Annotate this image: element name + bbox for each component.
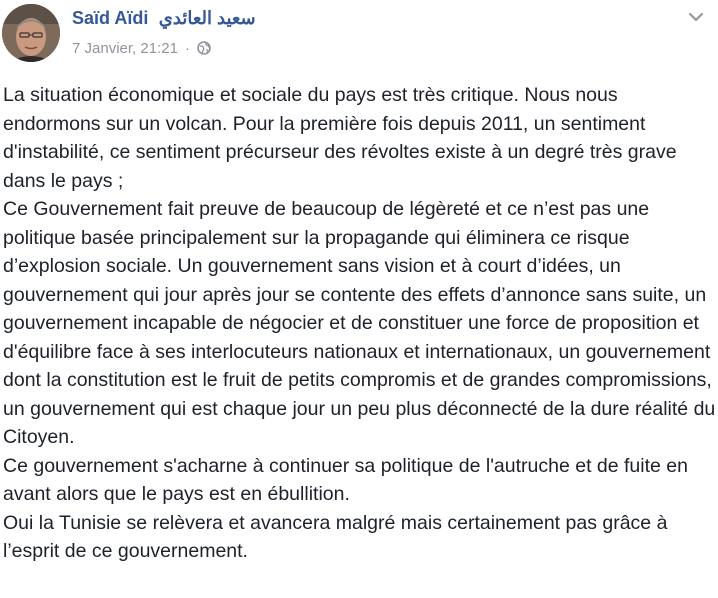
- post-body: [3, 81, 717, 566]
- avatar[interactable]: [2, 4, 60, 62]
- meta-separator: ·: [184, 39, 190, 57]
- post-timestamp-link[interactable]: 7 Janvier, 21:21: [72, 39, 178, 57]
- post-header: [0, 0, 718, 70]
- author-line: [72, 8, 256, 32]
- author-name-link[interactable]: Saïd Aïdi: [72, 8, 149, 28]
- post-options-button[interactable]: [682, 8, 710, 28]
- chevron-down-icon: [689, 9, 703, 27]
- post-paragraph: Oui la Tunisie se relèvera et avancera malgré mais certainement pas grâce à l’esprit de ce gouvernement.: [3, 511, 668, 562]
- post-meta: [72, 38, 211, 58]
- post-paragraph: Ce gouvernement s'acharne à continuer sa politique de l'autruche et de fuite en avant alors que le pays est en ébullition.: [3, 454, 688, 505]
- post-paragraph: La situation économique et sociale du pays est très critique. Nous nous endormons sur un volcan. Pour la première fois depuis 2011, un sentiment d'instabilité, ce sentiment précurseur des révoltes existe à un degré très grave dans le pays ;: [3, 84, 677, 192]
- globe-icon[interactable]: [197, 41, 211, 55]
- post-paragraph: Ce Gouvernement fait preuve de beaucoup de légèreté et ce n’est pas une politique basée principalement sur la propagande qui éliminera ce risque d’explosion sociale. Un gouvernement sans vision et à court d’idées, un gouvernement qui jour après jour se contente des effets d’annonce sans suite, un gouvernement incapable de négocier et de constituer une force de proposition et d'équilibre face à ses interlocuteurs nationaux et internationaux, un gouvernement dont la constitution est le fruit de petits compromis et de grandes compromissions, un gouvernement qui est chaque jour un peu plus déconnecté de la dure réalité du Citoyen.: [3, 198, 716, 448]
- avatar-image: [2, 4, 60, 62]
- author-name-arabic[interactable]: سعيد العائدي: [158, 8, 256, 28]
